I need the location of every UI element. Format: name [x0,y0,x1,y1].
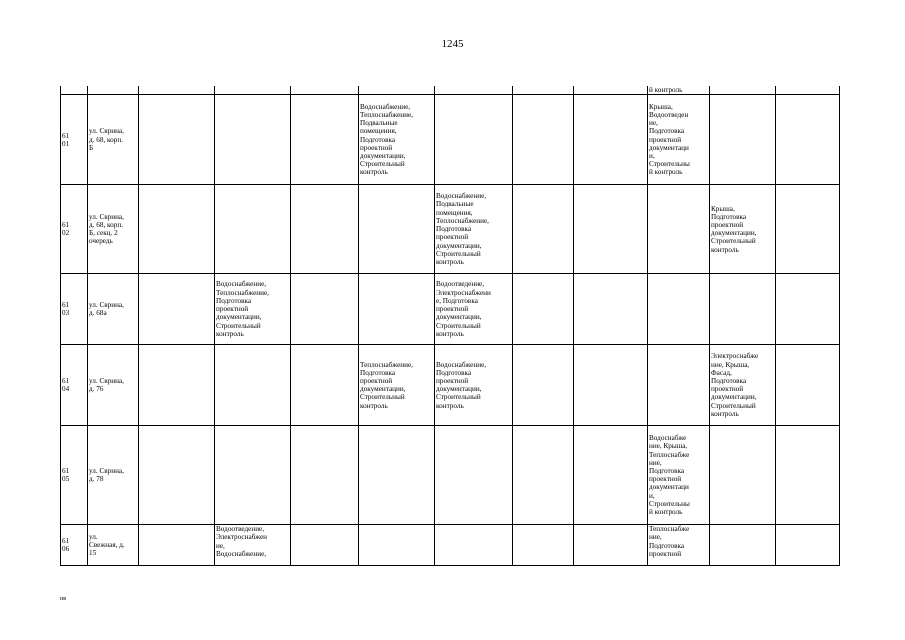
cell-empty [513,274,574,345]
cell-works: Водоотведение, Электроснабжен ие, Водоснабжение, [215,525,291,566]
cell-works: Крыша, Подготовка проектной документации, Строительный контроль [710,185,776,274]
cell-empty [776,274,840,345]
cell-empty [513,525,574,566]
cell-empty [291,274,359,345]
cell-empty [513,185,574,274]
cell-works: Водоотведение, Электроснабжени е, Подготовка проектной документации, Строительный контроль [435,274,513,345]
cell-works: Крыша, Водоотведен ие, Подготовка проектной документаци и, Строительны й контроль [648,95,710,185]
cell-number: 61 04 [61,345,88,426]
cell-works: Теплоснабжение, Подготовка проектной документации, Строительный контроль [359,345,435,426]
cell-number: 61 02 [61,185,88,274]
cell-works: Водоснабжение, Теплоснабжение, Подвальные помещения, Подготовка проектной документации, Строительный контроль [359,95,435,185]
cell-empty [513,345,574,426]
cell-address: ул. Сврина, д. 78 [88,426,139,525]
cell-empty [574,95,648,185]
cell-works [215,95,291,185]
cell-empty [139,345,215,426]
cell-works [648,185,710,274]
cell-empty [291,185,359,274]
cell-works [359,185,435,274]
page-number: 1245 [441,38,464,50]
table-row [61,426,840,525]
cell-empty [139,95,215,185]
cell-empty [574,345,648,426]
cell-address: ул. Сврина, д. 68, корп. Б, секц. 2 очередь [88,185,139,274]
cell-empty [291,525,359,566]
cell-address: ул. Сврина, д. 68а [88,274,139,345]
cell-empty [291,426,359,525]
cell-empty [291,95,359,185]
table-row [61,185,840,274]
table-row [61,345,840,426]
cell-number: 61 06 [61,525,88,566]
cell-works [648,345,710,426]
cell-works [215,345,291,426]
cell-empty [513,95,574,185]
cell-empty [776,525,840,566]
repair-schedule-table [60,86,840,566]
cell-number: 61 03 [61,274,88,345]
cell-works [359,525,435,566]
cell-works [215,426,291,525]
cell-empty [291,345,359,426]
cell-works: Электроснабже ние, Крыша, Фасад, Подготовка проектной документации, Строительный контроль [710,345,776,426]
cell-works [648,274,710,345]
cell-works: Водоснабжение, Подготовка проектной документации, Строительный контроль [435,345,513,426]
cell-empty [139,426,215,525]
cell-empty [776,185,840,274]
cell-address: ул. Свежная, д. 15 [88,525,139,566]
table-row-fragment [61,86,840,95]
footer-mark: нв [60,596,67,602]
cell-empty [574,525,648,566]
cell-empty [139,274,215,345]
cell-works: Водоснабже ние, Крыша, Теплоснабже ние, Подготовка проектной документаци и, Строительны й контроль [648,426,710,525]
cell-works [435,525,513,566]
table-row [61,525,840,566]
cell-works [435,426,513,525]
cell-fragment: й контроль [648,86,710,95]
cell-empty [574,274,648,345]
cell-works: Теплоснабже ние, Подготовка проектной [648,525,710,566]
table-row [61,95,840,185]
cell-works [710,426,776,525]
cell-empty [513,426,574,525]
cell-empty [574,185,648,274]
cell-empty [776,426,840,525]
cell-works [710,525,776,566]
cell-works [215,185,291,274]
cell-works [710,95,776,185]
cell-works [435,95,513,185]
cell-empty [776,345,840,426]
cell-works: Водоснабжение, Теплоснабжение, Подготовка проектной документации, Строительный контроль [215,274,291,345]
cell-address: ул. Сврина, д. 68, корп. Б [88,95,139,185]
cell-empty [139,185,215,274]
cell-works [359,274,435,345]
cell-works [359,426,435,525]
cell-address: ул. Сврина, д. 76 [88,345,139,426]
cell-works [710,274,776,345]
table-row [61,274,840,345]
cell-number: 61 05 [61,426,88,525]
cell-number: 61 01 [61,95,88,185]
cell-empty [776,95,840,185]
cell-empty [139,525,215,566]
cell-works: Водоснабжение, Подвальные помещения, Теплоснабжение, Подготовка проектной документации, Строительный контроль [435,185,513,274]
cell-empty [574,426,648,525]
